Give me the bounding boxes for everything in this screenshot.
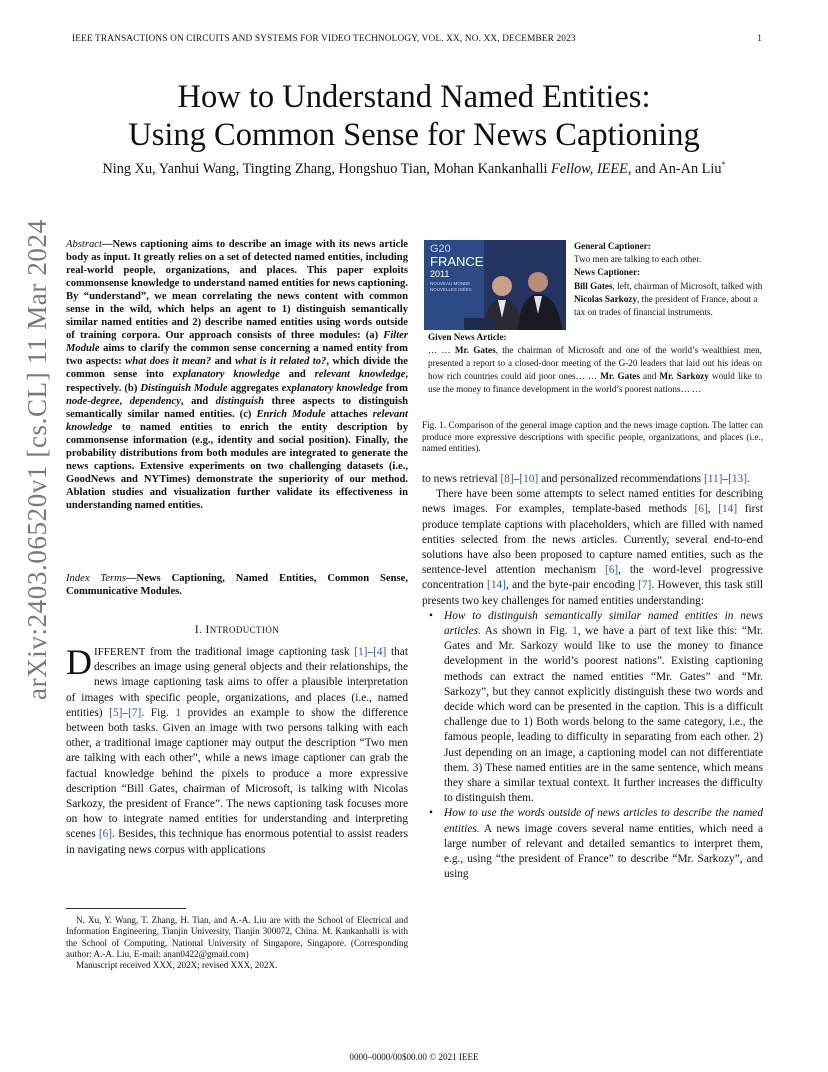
list-item xyxy=(444,609,763,807)
entity-name: Bill Gates xyxy=(574,280,613,291)
body-text: , and the byte-pair encoding xyxy=(505,579,639,592)
abstract-emph: explanatory knowledge xyxy=(281,382,383,394)
citation-link[interactable]: [7] xyxy=(638,579,652,592)
entity-name: Nicolas Sarkozy xyxy=(574,293,638,304)
paragraph xyxy=(422,472,763,487)
figure-photo xyxy=(424,240,566,330)
footnote-affiliations: N. Xu, Y. Wang, T. Zhang, H. Tian, and A.-A. Liu are with the School of Electrical and Information Engineering, Tianjin University, Tianjin 300072, China. M. Kankanhalli is with the School of Computing, National University of Singapore, Singapore. (Corresponding author: A.-A. Liu, E-mail: anan0422@gmail.com) xyxy=(66,915,408,959)
abstract-text: , respectively. (b) xyxy=(66,369,408,394)
citation-link[interactable]: [1] xyxy=(354,646,368,658)
abstract-emph: relevant knowledge xyxy=(66,408,408,433)
cap-word: IFFERENT xyxy=(94,646,146,658)
article-text: … … xyxy=(428,345,455,356)
abstract-emph: Filter Module xyxy=(66,330,408,355)
abstract-lead: Abstract xyxy=(66,239,102,250)
title-line-1: How to Understand Named Entities: xyxy=(177,79,651,115)
abstract-emph: relevant knowledge xyxy=(314,369,406,381)
authors-fellow: Fellow, IEEE xyxy=(551,160,628,177)
right-column-body xyxy=(422,472,763,882)
list-item xyxy=(444,806,763,882)
footnote-manuscript: Manuscript received XXX, 202X; revised XXX, 202X. xyxy=(76,960,278,971)
abstract-emph: Enrich Module xyxy=(256,408,326,420)
section-numeral: I. xyxy=(194,624,206,636)
body-text: , the word-level progressive concentration xyxy=(422,564,763,592)
index-terms-text: —News Captioning, Named Entities, Common Sense, Communicative Modules. xyxy=(66,573,408,598)
index-terms-lead: Index Terms xyxy=(66,573,126,584)
paper-title xyxy=(0,78,828,154)
abstract-emph: distinguish xyxy=(215,395,264,407)
title-line-2: Using Common Sense for News Captioning xyxy=(128,117,700,153)
news-text: , the president of France, about a tax on trades of financial instruments. xyxy=(574,293,758,318)
section-heading xyxy=(66,624,408,636)
abstract-text: three aspects to distinguish semantically similar named entities. (c) xyxy=(66,395,409,420)
abstract-text: attaches xyxy=(325,408,373,420)
arxiv-stamp: arXiv:2403.06520v1 [cs.CL] 11 Mar 2024 xyxy=(22,219,52,700)
citation-link[interactable]: [11] xyxy=(703,473,723,485)
section-first-letter: I xyxy=(205,624,210,636)
citation-link[interactable]: [14] xyxy=(487,579,506,592)
authors-main: Ning Xu, Yanhui Wang, Tingting Zhang, Hongshuo Tian, Mohan Kankanhalli xyxy=(102,160,548,177)
article-text: and xyxy=(639,371,660,382)
drop-cap: D xyxy=(66,642,92,682)
body-text: . xyxy=(747,473,750,485)
abstract-text: to named entities to enrich the entity description by commonsense information (e.g., identity and social position). Finally, the probability distributions from both modules are integrated to generate the news captions. Extensive experiments on two challenging datasets (i.e., GoodNews and NYTimes) demonstrate the superiority of our method. Ablation studies and visualization further validate its effectiveness in understanding named entities. xyxy=(66,421,408,511)
entity-name: Mr. Gates xyxy=(454,345,496,356)
intro-text: – xyxy=(367,646,374,658)
entity-name: Mr. Sarkozy xyxy=(659,371,709,382)
bullet-heading: How to use the words outside of news articles to describe the named entities. xyxy=(444,807,763,835)
body-text: to news retrieval xyxy=(422,473,501,485)
body-text: – xyxy=(513,473,520,485)
citation-link[interactable]: [6] xyxy=(604,564,619,577)
photo-text-5: NOUVELLES IDÉES xyxy=(430,287,472,292)
abstract-emph: node-degree xyxy=(66,395,120,407)
intro-text: . Besides, this technique has enormous potential to assist readers in navigating news corpus with applications xyxy=(66,828,408,856)
intro-text: – xyxy=(122,706,129,719)
photo-text-1: G20 xyxy=(430,243,451,255)
citation-link[interactable]: [5] xyxy=(109,706,123,719)
citation-link[interactable]: [7] xyxy=(128,706,142,719)
abstract-text: aggregates xyxy=(227,382,282,394)
intro-text: provides an example to show the difference between both tasks. Given an image with two persons talking with each other, a traditional image captioner may output the description “Two men are talking with each other”, while a news image captioner can grab the factual knowledge behind the pixels to produce a more expressive description “Bill Gates, chairman of Microsoft, is talking with Nicolas Sarkozy, the president of France”. The news captioning task focuses more on how to integrate named entities for understanding and interpreting scenes xyxy=(66,706,408,841)
page-footer: 0000–0000/00$00.00 © 2021 IEEE xyxy=(349,1052,479,1062)
footnote-rule xyxy=(66,908,186,909)
citation-link[interactable]: [6] xyxy=(694,503,708,516)
photo-text-4: NOUVEAU MONDE xyxy=(430,281,471,286)
abstract-text: from xyxy=(382,382,408,394)
body-text: – xyxy=(722,473,729,485)
abstract-text: , xyxy=(119,395,130,407)
challenge-list xyxy=(422,609,763,883)
given-news-article xyxy=(428,331,762,396)
authors-tail: , and An-An Liu xyxy=(627,160,722,177)
figure-captions-panel xyxy=(574,240,764,319)
abstract-text: , which divide the common sense into xyxy=(66,356,408,381)
article-text: would like to use the money to finance development in the world’s poorest nations… … xyxy=(428,371,763,395)
abstract-emph: explanatory knowledge xyxy=(172,369,280,381)
intro-text: that describes an image using general objects and their relationships, the news image captioning task aims to offer a plausible interpretation of images with specific people, organizations, and places (i.e., named entities) xyxy=(66,646,408,719)
section-rest: NTRODUCTION xyxy=(209,625,280,635)
bullet-heading: How to distinguish semantically similar named entities in news articles. xyxy=(444,609,763,638)
news-text: , left, chairman of Microsoft, talked with xyxy=(612,280,763,291)
citation-link[interactable]: [6] xyxy=(98,828,113,841)
photo-text-3: 2011 xyxy=(430,269,450,279)
corresponding-mark: * xyxy=(721,160,726,169)
abstract-emph: Distinguish Module xyxy=(140,382,228,394)
abstract-text: aims to clarify the common sense concerning a named entity from two aspects: xyxy=(66,343,408,368)
abstract-text: and xyxy=(279,369,315,381)
citation-link[interactable]: [10] xyxy=(519,473,539,485)
figure-caption: Fig. 1. Comparison of the general image caption and the news image caption. The latter can produce more expressive descriptions with specific people, organizations, and places (i.e., named entities). xyxy=(422,420,763,454)
bullet-text: As shown in Fig. xyxy=(480,625,573,638)
news-captioner-label: News Captioner: xyxy=(574,267,641,278)
bullet-text: A news image covers several name entities, which need a large number of relevant and detailed semantics to interpret them, e.g., using “the president of France” to describe “Mr. Sarkozy”, and using xyxy=(444,822,763,881)
photo-illustration xyxy=(424,240,566,330)
citation-link[interactable]: [4] xyxy=(373,646,387,658)
page-number: 1 xyxy=(757,34,762,44)
citation-link[interactable]: [14] xyxy=(718,503,738,516)
body-text: There have been some attempts to select named entities for describing news images. For examples, template-based methods xyxy=(422,488,763,516)
abstract-text: and xyxy=(211,356,236,368)
general-captioner-label: General Captioner: xyxy=(574,241,651,251)
figure-link[interactable]: 1 xyxy=(175,706,182,719)
journal-header: IEEE TRANSACTIONS ON CIRCUITS AND SYSTEMS FOR VIDEO TECHNOLOGY, VOL. XX, NO. XX, DECEMBER 2023 xyxy=(72,34,576,44)
body-text: first produce template captions with placeholders, which are filled with named entities selected from the news articles. Currently, several end-to-end solutions have also been proposed to capture named entities, such as the sentence-level attention mechanism xyxy=(422,503,763,577)
photo-text-2: FRANCE xyxy=(430,254,484,269)
body-text: . However, this task still presents two key challenges for named entities understanding: xyxy=(422,579,764,607)
footnote xyxy=(66,915,408,971)
running-header xyxy=(72,34,762,44)
intro-text: from the traditional image captioning task xyxy=(145,646,355,658)
abstract-text: —News captioning aims to describe an image with its news article body as input. It greatly relies on a set of detected named entities, including real-world people, organizations, and places. This paper exploits commonsense knowledge to understand named entities for news captioning. By “understand”, we mean correlating the news content with common sense in the wild, which helps an agent to 1) distinguish semantically similar named entities and 2) describe named entities using words outside of training corpora. Our approach consists of three modules: (a) xyxy=(66,239,408,342)
citation-link[interactable]: [8] xyxy=(500,473,514,485)
bullet-text: , we have a part of text like this: “Mr. Gates and Mr. Sarkozy would like to use the money to finance development in the world’s poorest nations”. Existing captioning methods can extract the named entities “Mr. Gates” and “Mr. Sarkozy”, but they cannot explicitly distinguish these two words and decide which word can be presented in the caption. This is a difficult challenge due to 1) Both words belong to the same category, i.e., the famous people, leading to difficulty in separating from each other. 2) Just depending on an image, a captioning model can not differentiate them. 3) These named entities are in the same sentence, which means they share a similar textual context. It further increases the difficulty to distinguish them. xyxy=(444,625,764,805)
intro-paragraph xyxy=(66,642,408,858)
body-text: , xyxy=(707,503,719,516)
entity-name: Mr. Gates xyxy=(600,371,640,382)
abstract xyxy=(66,238,408,512)
author-list xyxy=(0,160,828,178)
article-text: , the chairman of Microsoft and one of the world’s wealthiest men, presented a report to a closed-door meeting of the G-20 leaders that laid out his ideas on how rich countries could aid poor ones… … xyxy=(428,345,763,382)
paragraph xyxy=(422,487,763,609)
citation-link[interactable]: [13] xyxy=(728,473,747,485)
body-text: and personalized recommendations xyxy=(538,473,704,485)
abstract-emph: dependency xyxy=(129,395,181,407)
given-news-text xyxy=(428,344,762,396)
index-terms xyxy=(66,572,408,598)
intro-text: . Fig. xyxy=(141,706,176,719)
figure-link[interactable]: 1 xyxy=(572,625,578,638)
abstract-emph: what is it related to? xyxy=(235,356,327,368)
news-captioner-text xyxy=(574,280,764,320)
abstract-emph: what does it mean? xyxy=(125,356,212,368)
given-news-label: Given News Article: xyxy=(428,332,507,342)
abstract-text: , and xyxy=(180,395,216,407)
general-captioner-text: Two men are talking to each other. xyxy=(574,254,702,265)
